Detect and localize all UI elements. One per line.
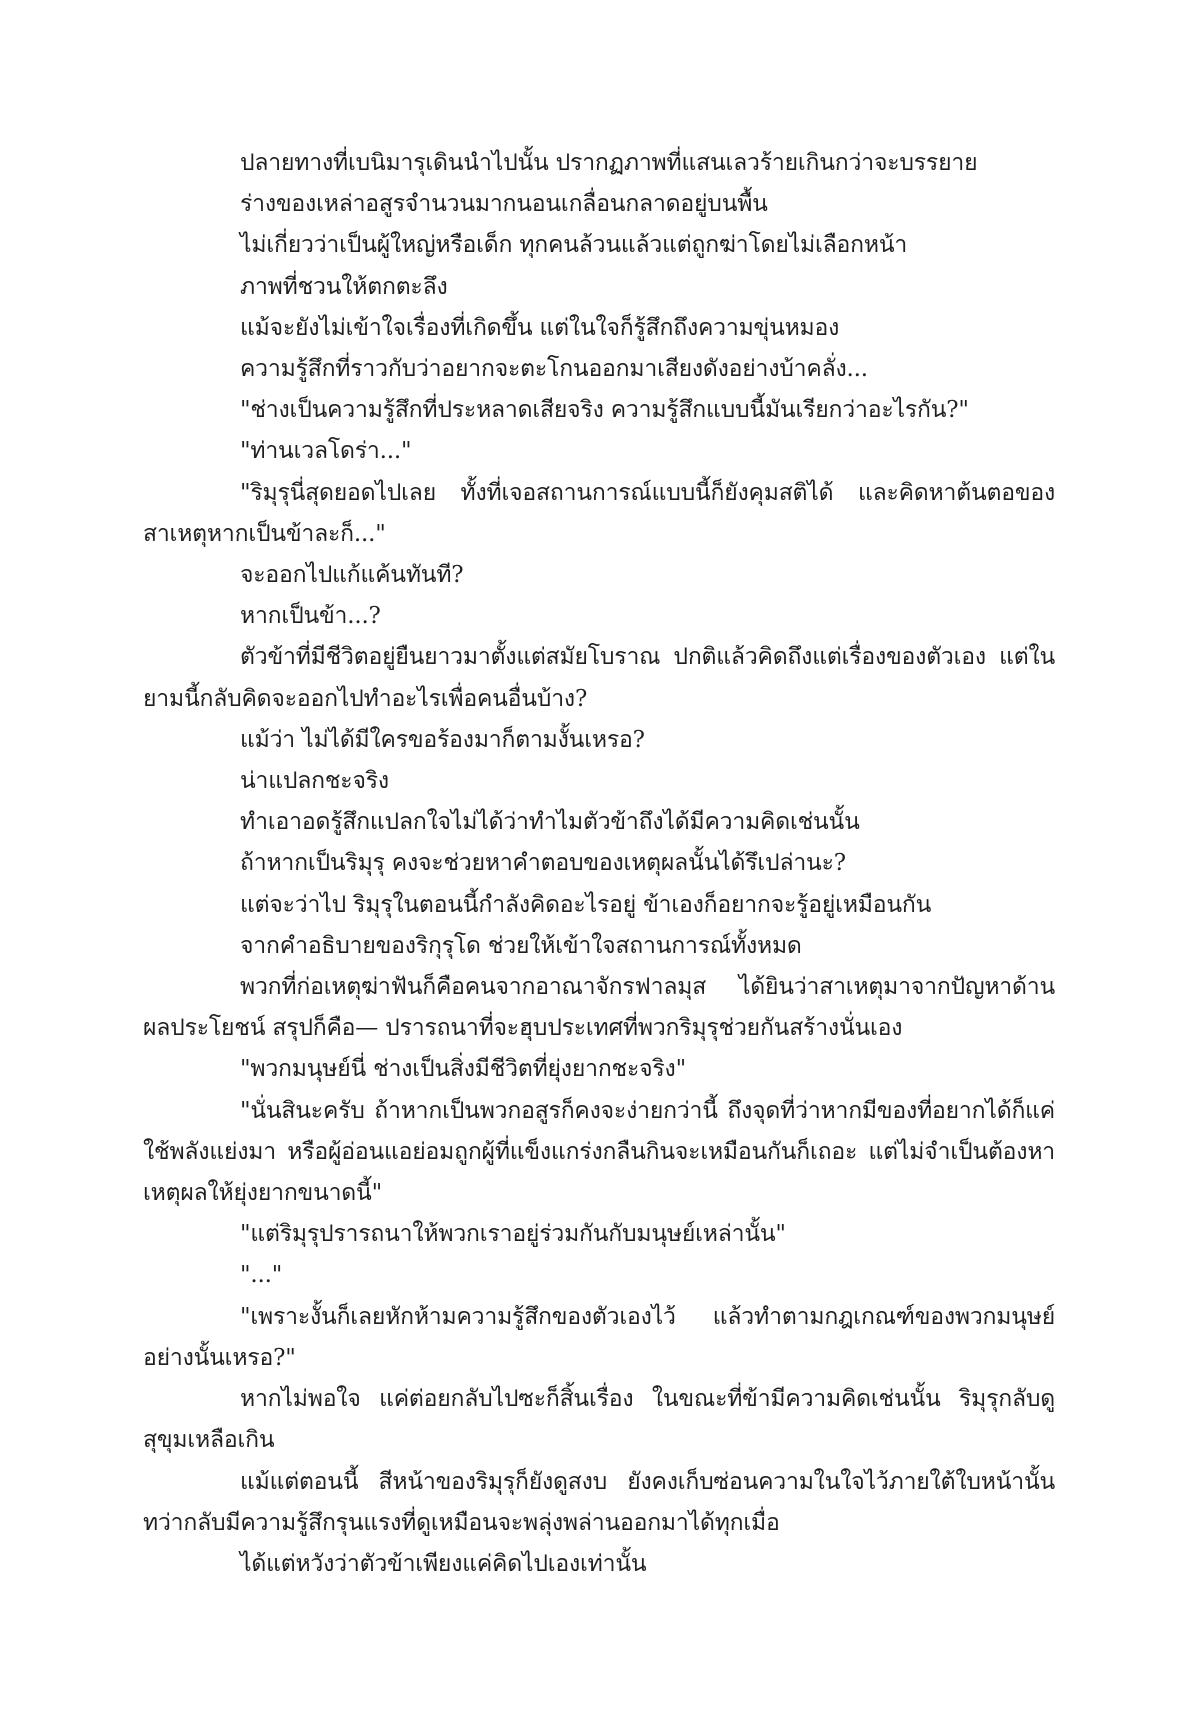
paragraph: แม้จะยังไม่เข้าใจเรื่องที่เกิดขึ้น แต่ในใจก็รู้สึกถึงความขุ่นหมอง	[240, 314, 840, 341]
document-body	[143, 143, 1055, 1585]
paragraph: จากคำอธิบายของริกุรุโด ช่วยให้เข้าใจสถานการณ์ทั้งหมด	[240, 932, 802, 959]
paragraph: แม้แต่ตอนนี้ สีหน้าของริมุรุก็ยังดูสงบ ยังคงเก็บซ่อนความในใจไว้ภายใต้ใบหน้านั้น ทว่ากลับมีความรู้สึกรุนแรงที่ดูเหมือนจะพลุ่งพล่านออกมาได้ทุกเมื่อ	[143, 1468, 1055, 1536]
paragraph: ตัวข้าที่มีชีวิตอยู่ยืนยาวมาตั้งแต่สมัยโบราณ ปกติแล้วคิดถึงแต่เรื่องของตัวเอง แต่ในยามนี้กลับคิดจะออกไปทำอะไรเพื่อคนอื่นบ้าง?	[143, 644, 1055, 712]
paragraph: ภาพที่ชวนให้ตกตะลึง	[240, 273, 448, 300]
dialogue-paragraph: "ท่านเวลโดร่า..."	[240, 438, 412, 465]
paragraph: น่าแปลกชะจริง	[240, 768, 389, 795]
paragraph: แม้ว่า ไม่ได้มีใครขอร้องมาก็ตามงั้นเหรอ?	[240, 726, 645, 753]
paragraph: จะออกไปแก้แค้นทันที?	[240, 562, 464, 589]
paragraph: ทำเอาอดรู้สึกแปลกใจไม่ได้ว่าทำไมตัวข้าถึงได้มีความคิดเช่นนั้น	[240, 809, 860, 836]
paragraph: แต่จะว่าไป ริมุรุในตอนนี้กำลังคิดอะไรอยู่ ข้าเองก็อยากจะรู้อยู่เหมือนกัน	[240, 891, 932, 918]
paragraph: ไม่เกี่ยวว่าเป็นผู้ใหญ่หรือเด็ก ทุกคนล้วนแล้วแต่ถูกฆ่าโดยไม่เลือกหน้า	[240, 232, 908, 259]
paragraph: ร่างของเหล่าอสูรจำนวนมากนอนเกลื่อนกลาดอยู่บนพื้น	[240, 191, 768, 218]
dialogue-paragraph: "ช่างเป็นความรู้สึกที่ประหลาดเสียจริง ความรู้สึกแบบนี้มันเรียกว่าอะไรกัน?"	[240, 397, 969, 424]
dialogue-paragraph: "..."	[240, 1262, 283, 1289]
dialogue-paragraph: "นั่นสินะครับ ถ้าหากเป็นพวกอสูรก็คงจะง่ายกว่านี้ ถึงจุดที่ว่าหากมีของที่อยากได้ก็แค่ใช้พลังแย่งมา หรือผู้อ่อนแอย่อมถูกผู้ที่แข็งแกร่งกลืนกินจะเหมือนกันก็เถอะ แต่ไม่จำเป็นต้องหาเหตุผลให้ยุ่งยากขนาดนี้"	[143, 1097, 1055, 1207]
dialogue-paragraph: "ริมุรุนี่สุดยอดไปเลย ทั้งที่เจอสถานการณ์แบบนี้ก็ยังคุมสติได้ และคิดหาต้นตอของสาเหตุหากเป็นข้าละก็..."	[143, 479, 1055, 547]
dialogue-paragraph: "พวกมนุษย์นี่ ช่างเป็นสิ่งมีชีวิตที่ยุ่งยากชะจริง"	[240, 1056, 686, 1083]
dialogue-paragraph: "เพราะงั้นก็เลยหักห้ามความรู้สึกของตัวเองไว้ แล้วทำตามกฎเกณฑ์ของพวกมนุษย์อย่างนั้นเหรอ?"	[143, 1303, 1055, 1371]
paragraph: ปลายทางที่เบนิมารุเดินนำไปนั้น ปรากฏภาพที่แสนเลวร้ายเกินกว่าจะบรรยาย	[240, 150, 978, 176]
paragraph: พวกที่ก่อเหตุฆ่าฟันก็คือคนจากอาณาจักรฟาลมุส ได้ยินว่าสาเหตุมาจากปัญหาด้านผลประโยชน์ สรุปก็คือ— ปรารถนาที่จะฮุบประเทศที่พวกริมุรุช่วยกันสร้างนั่นเอง	[143, 974, 1055, 1042]
dialogue-paragraph: "แต่ริมุรุปรารถนาให้พวกเราอยู่ร่วมกันกับมนุษย์เหล่านั้น"	[240, 1221, 786, 1248]
paragraph: ถ้าหากเป็นริมุรุ คงจะช่วยหาคำตอบของเหตุผลนั้นได้รึเปล่านะ?	[240, 850, 846, 877]
paragraph: หากไม่พอใจ แค่ต่อยกลับไปซะก็สิ้นเรื่อง ในขณะที่ข้ามีความคิดเช่นนั้น ริมุรุกลับดูสุขุมเหลือเกิน	[143, 1386, 1055, 1454]
paragraph: ความรู้สึกที่ราวกับว่าอยากจะตะโกนออกมาเสียงดังอย่างบ้าคลั่ง...	[240, 356, 868, 383]
paragraph: หากเป็นข้า...?	[240, 603, 381, 630]
paragraph: ได้แต่หวังว่าตัวข้าเพียงแค่คิดไปเองเท่านั้น	[240, 1550, 647, 1577]
